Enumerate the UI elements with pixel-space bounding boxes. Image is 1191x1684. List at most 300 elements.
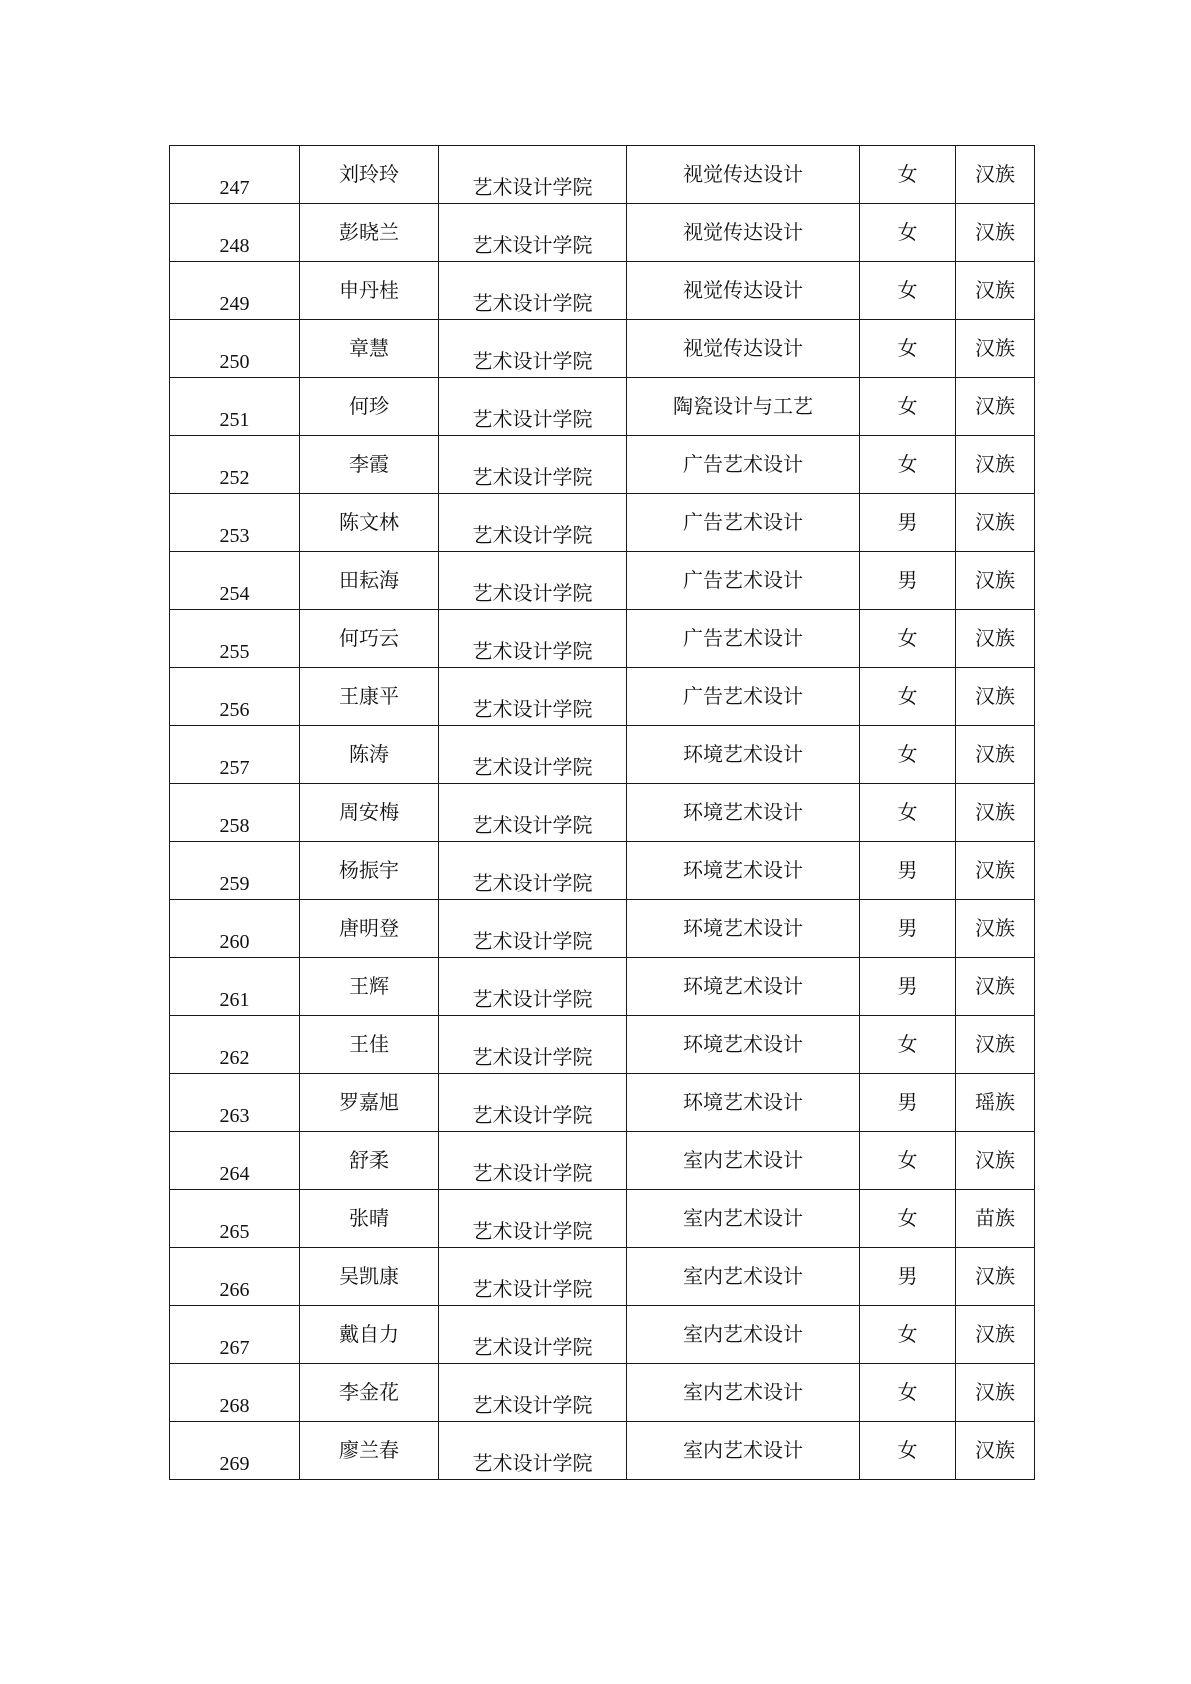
gender-value-cell xyxy=(860,262,956,320)
student-name: 彭晓兰 xyxy=(339,220,399,244)
major-name: 陶瓷设计与工艺 xyxy=(673,394,813,418)
row-number: 261 xyxy=(219,989,250,1011)
gender-value-cell xyxy=(860,610,956,668)
table-row xyxy=(170,1132,1035,1190)
gender-value: 女 xyxy=(897,1206,918,1230)
gender-value: 女 xyxy=(897,1148,918,1172)
row-number-cell xyxy=(170,1306,300,1364)
ethnicity-value-cell xyxy=(956,668,1035,726)
ethnicity-value: 汉族 xyxy=(975,858,1015,882)
college-name-cell xyxy=(439,494,627,552)
major-name: 室内艺术设计 xyxy=(683,1264,803,1288)
gender-value-cell xyxy=(860,784,956,842)
student-name: 张晴 xyxy=(349,1206,389,1230)
major-name-cell xyxy=(627,958,860,1016)
ethnicity-value-cell xyxy=(956,494,1035,552)
ethnicity-value-cell xyxy=(956,204,1035,262)
major-name-cell xyxy=(627,320,860,378)
gender-value: 男 xyxy=(897,1264,918,1288)
ethnicity-value: 汉族 xyxy=(975,452,1015,476)
gender-value-cell xyxy=(860,378,956,436)
row-number: 258 xyxy=(219,815,250,837)
gender-value: 女 xyxy=(897,1380,918,1404)
student-name: 申丹桂 xyxy=(339,278,399,302)
ethnicity-value: 汉族 xyxy=(975,1148,1015,1172)
ethnicity-value: 汉族 xyxy=(975,1032,1015,1056)
gender-value: 女 xyxy=(897,162,918,186)
row-number: 257 xyxy=(219,757,250,779)
college-name: 艺术设计学院 xyxy=(472,929,593,953)
college-name-cell xyxy=(439,1422,627,1480)
table-row xyxy=(170,1422,1035,1480)
table-row xyxy=(170,610,1035,668)
gender-value-cell xyxy=(860,900,956,958)
row-number-cell xyxy=(170,668,300,726)
major-name: 环境艺术设计 xyxy=(683,1032,803,1056)
ethnicity-value-cell xyxy=(956,958,1035,1016)
college-name: 艺术设计学院 xyxy=(472,639,593,663)
college-name: 艺术设计学院 xyxy=(472,523,593,547)
row-number: 259 xyxy=(219,873,250,895)
student-name-cell xyxy=(300,1132,439,1190)
row-number: 263 xyxy=(219,1105,250,1127)
gender-value: 女 xyxy=(897,220,918,244)
row-number: 255 xyxy=(219,641,250,663)
ethnicity-value: 汉族 xyxy=(975,1380,1015,1404)
ethnicity-value-cell xyxy=(956,900,1035,958)
table-row xyxy=(170,1016,1035,1074)
row-number-cell xyxy=(170,1248,300,1306)
college-name: 艺术设计学院 xyxy=(472,813,593,837)
ethnicity-value: 汉族 xyxy=(975,1264,1015,1288)
table-row xyxy=(170,204,1035,262)
college-name: 艺术设计学院 xyxy=(472,1393,593,1417)
gender-value-cell xyxy=(860,204,956,262)
major-name-cell xyxy=(627,204,860,262)
table-row xyxy=(170,668,1035,726)
major-name-cell xyxy=(627,494,860,552)
major-name-cell xyxy=(627,1016,860,1074)
gender-value-cell xyxy=(860,1364,956,1422)
major-name: 室内艺术设计 xyxy=(683,1148,803,1172)
gender-value: 男 xyxy=(897,1090,918,1114)
row-number: 250 xyxy=(219,351,250,373)
row-number-cell xyxy=(170,262,300,320)
row-number: 256 xyxy=(219,699,250,721)
gender-value-cell xyxy=(860,436,956,494)
major-name: 视觉传达设计 xyxy=(683,162,803,186)
major-name-cell xyxy=(627,378,860,436)
gender-value: 男 xyxy=(897,858,918,882)
row-number: 253 xyxy=(219,525,250,547)
student-name: 王康平 xyxy=(339,684,399,708)
major-name-cell xyxy=(627,1132,860,1190)
table-row xyxy=(170,378,1035,436)
major-name-cell xyxy=(627,1364,860,1422)
student-name: 李金花 xyxy=(339,1380,399,1404)
major-name: 广告艺术设计 xyxy=(683,568,803,592)
gender-value-cell xyxy=(860,1306,956,1364)
ethnicity-value: 汉族 xyxy=(975,684,1015,708)
major-name-cell xyxy=(627,842,860,900)
student-name-cell xyxy=(300,726,439,784)
college-name-cell xyxy=(439,320,627,378)
college-name: 艺术设计学院 xyxy=(472,175,593,199)
college-name: 艺术设计学院 xyxy=(472,755,593,779)
gender-value: 男 xyxy=(897,568,918,592)
major-name: 视觉传达设计 xyxy=(683,336,803,360)
student-name: 舒柔 xyxy=(349,1148,389,1172)
major-name-cell xyxy=(627,784,860,842)
row-number-cell xyxy=(170,320,300,378)
college-name: 艺术设计学院 xyxy=(472,697,593,721)
row-number: 251 xyxy=(219,409,250,431)
college-name-cell xyxy=(439,1132,627,1190)
ethnicity-value: 瑶族 xyxy=(975,1090,1015,1114)
gender-value: 女 xyxy=(897,1032,918,1056)
ethnicity-value: 汉族 xyxy=(975,220,1015,244)
gender-value: 女 xyxy=(897,1322,918,1346)
major-name: 环境艺术设计 xyxy=(683,858,803,882)
ethnicity-value: 汉族 xyxy=(975,1322,1015,1346)
major-name: 广告艺术设计 xyxy=(683,510,803,534)
table-row xyxy=(170,842,1035,900)
student-name-cell xyxy=(300,668,439,726)
college-name: 艺术设计学院 xyxy=(472,1277,593,1301)
college-name-cell xyxy=(439,1364,627,1422)
student-name-cell xyxy=(300,1422,439,1480)
college-name-cell xyxy=(439,842,627,900)
gender-value-cell xyxy=(860,1016,956,1074)
ethnicity-value-cell xyxy=(956,146,1035,204)
gender-value-cell xyxy=(860,552,956,610)
major-name: 室内艺术设计 xyxy=(683,1438,803,1462)
ethnicity-value-cell xyxy=(956,320,1035,378)
major-name: 环境艺术设计 xyxy=(683,800,803,824)
major-name: 室内艺术设计 xyxy=(683,1206,803,1230)
table-row xyxy=(170,262,1035,320)
major-name: 室内艺术设计 xyxy=(683,1380,803,1404)
gender-value-cell xyxy=(860,842,956,900)
gender-value: 女 xyxy=(897,626,918,650)
college-name: 艺术设计学院 xyxy=(472,407,593,431)
table-row xyxy=(170,1074,1035,1132)
row-number: 260 xyxy=(219,931,250,953)
gender-value: 女 xyxy=(897,800,918,824)
ethnicity-value: 汉族 xyxy=(975,394,1015,418)
ethnicity-value-cell xyxy=(956,610,1035,668)
major-name-cell xyxy=(627,1422,860,1480)
gender-value-cell xyxy=(860,494,956,552)
student-name: 陈文林 xyxy=(339,510,399,534)
college-name: 艺术设计学院 xyxy=(472,465,593,489)
row-number-cell xyxy=(170,1422,300,1480)
college-name: 艺术设计学院 xyxy=(472,349,593,373)
student-name-cell xyxy=(300,552,439,610)
table-row xyxy=(170,494,1035,552)
gender-value: 男 xyxy=(897,510,918,534)
table-row xyxy=(170,552,1035,610)
table-row xyxy=(170,1248,1035,1306)
gender-value-cell xyxy=(860,146,956,204)
college-name-cell xyxy=(439,436,627,494)
college-name-cell xyxy=(439,958,627,1016)
ethnicity-value-cell xyxy=(956,552,1035,610)
table-row xyxy=(170,900,1035,958)
ethnicity-value-cell xyxy=(956,1132,1035,1190)
ethnicity-value-cell xyxy=(956,1364,1035,1422)
ethnicity-value-cell xyxy=(956,1074,1035,1132)
student-name-cell xyxy=(300,204,439,262)
college-name: 艺术设计学院 xyxy=(472,987,593,1011)
student-name: 王佳 xyxy=(349,1032,389,1056)
table-row xyxy=(170,1364,1035,1422)
row-number-cell xyxy=(170,204,300,262)
ethnicity-value-cell xyxy=(956,842,1035,900)
roster-body xyxy=(170,146,1035,1480)
college-name: 艺术设计学院 xyxy=(472,581,593,605)
ethnicity-value: 苗族 xyxy=(975,1206,1015,1230)
college-name-cell xyxy=(439,726,627,784)
student-name-cell xyxy=(300,378,439,436)
student-name-cell xyxy=(300,1306,439,1364)
student-name: 何巧云 xyxy=(339,626,399,650)
row-number: 252 xyxy=(219,467,250,489)
gender-value-cell xyxy=(860,726,956,784)
college-name-cell xyxy=(439,1016,627,1074)
gender-value-cell xyxy=(860,1190,956,1248)
college-name: 艺术设计学院 xyxy=(472,1161,593,1185)
gender-value: 女 xyxy=(897,394,918,418)
ethnicity-value-cell xyxy=(956,726,1035,784)
college-name-cell xyxy=(439,1074,627,1132)
major-name-cell xyxy=(627,1074,860,1132)
ethnicity-value: 汉族 xyxy=(975,278,1015,302)
major-name: 环境艺术设计 xyxy=(683,742,803,766)
college-name-cell xyxy=(439,1190,627,1248)
row-number: 266 xyxy=(219,1279,250,1301)
student-name: 刘玲玲 xyxy=(339,162,399,186)
row-number-cell xyxy=(170,726,300,784)
gender-value-cell xyxy=(860,1248,956,1306)
college-name-cell xyxy=(439,610,627,668)
gender-value: 女 xyxy=(897,684,918,708)
row-number: 248 xyxy=(219,235,250,257)
ethnicity-value: 汉族 xyxy=(975,1438,1015,1462)
table-row xyxy=(170,436,1035,494)
row-number-cell xyxy=(170,610,300,668)
college-name-cell xyxy=(439,784,627,842)
ethnicity-value: 汉族 xyxy=(975,626,1015,650)
ethnicity-value: 汉族 xyxy=(975,510,1015,534)
row-number: 269 xyxy=(219,1453,250,1475)
ethnicity-value-cell xyxy=(956,378,1035,436)
row-number: 262 xyxy=(219,1047,250,1069)
ethnicity-value: 汉族 xyxy=(975,336,1015,360)
table-row xyxy=(170,726,1035,784)
ethnicity-value: 汉族 xyxy=(975,800,1015,824)
row-number: 264 xyxy=(219,1163,250,1185)
major-name-cell xyxy=(627,146,860,204)
major-name: 视觉传达设计 xyxy=(683,278,803,302)
major-name-cell xyxy=(627,900,860,958)
student-name: 吴凯康 xyxy=(339,1264,399,1288)
student-name-cell xyxy=(300,436,439,494)
gender-value-cell xyxy=(860,668,956,726)
student-name: 廖兰春 xyxy=(339,1438,399,1462)
major-name-cell xyxy=(627,1190,860,1248)
major-name: 广告艺术设计 xyxy=(683,452,803,476)
college-name: 艺术设计学院 xyxy=(472,1335,593,1359)
student-name-cell xyxy=(300,494,439,552)
college-name-cell xyxy=(439,204,627,262)
student-name: 杨振宇 xyxy=(339,858,399,882)
major-name-cell xyxy=(627,436,860,494)
student-name: 罗嘉旭 xyxy=(339,1090,399,1114)
college-name-cell xyxy=(439,146,627,204)
major-name-cell xyxy=(627,726,860,784)
student-name-cell xyxy=(300,958,439,1016)
row-number-cell xyxy=(170,436,300,494)
major-name-cell xyxy=(627,610,860,668)
major-name-cell xyxy=(627,552,860,610)
student-name: 戴自力 xyxy=(339,1322,399,1346)
major-name-cell xyxy=(627,1248,860,1306)
college-name: 艺术设计学院 xyxy=(472,291,593,315)
gender-value-cell xyxy=(860,1422,956,1480)
gender-value: 女 xyxy=(897,336,918,360)
gender-value: 女 xyxy=(897,278,918,302)
row-number: 247 xyxy=(219,177,250,199)
college-name-cell xyxy=(439,900,627,958)
gender-value: 女 xyxy=(897,1438,918,1462)
row-number-cell xyxy=(170,146,300,204)
gender-value-cell xyxy=(860,958,956,1016)
college-name: 艺术设计学院 xyxy=(472,871,593,895)
major-name: 环境艺术设计 xyxy=(683,1090,803,1114)
ethnicity-value: 汉族 xyxy=(975,742,1015,766)
gender-value-cell xyxy=(860,320,956,378)
row-number: 268 xyxy=(219,1395,250,1417)
ethnicity-value-cell xyxy=(956,784,1035,842)
gender-value-cell xyxy=(860,1132,956,1190)
row-number-cell xyxy=(170,1190,300,1248)
row-number-cell xyxy=(170,1074,300,1132)
ethnicity-value-cell xyxy=(956,436,1035,494)
college-name: 艺术设计学院 xyxy=(472,233,593,257)
gender-value: 女 xyxy=(897,452,918,476)
gender-value: 男 xyxy=(897,974,918,998)
table-row xyxy=(170,784,1035,842)
student-name: 陈涛 xyxy=(349,742,389,766)
table-row xyxy=(170,146,1035,204)
college-name-cell xyxy=(439,1306,627,1364)
row-number-cell xyxy=(170,1364,300,1422)
student-name: 李霞 xyxy=(349,452,389,476)
row-number-cell xyxy=(170,1132,300,1190)
student-name: 王辉 xyxy=(349,974,389,998)
major-name-cell xyxy=(627,668,860,726)
student-name-cell xyxy=(300,1190,439,1248)
major-name: 广告艺术设计 xyxy=(683,626,803,650)
student-name: 周安梅 xyxy=(339,800,399,824)
student-name-cell xyxy=(300,784,439,842)
ethnicity-value-cell xyxy=(956,1016,1035,1074)
row-number-cell xyxy=(170,552,300,610)
row-number-cell xyxy=(170,900,300,958)
student-name-cell xyxy=(300,610,439,668)
student-name: 章慧 xyxy=(349,336,389,360)
row-number: 254 xyxy=(219,583,250,605)
college-name-cell xyxy=(439,668,627,726)
ethnicity-value: 汉族 xyxy=(975,916,1015,940)
table-row xyxy=(170,1306,1035,1364)
row-number-cell xyxy=(170,494,300,552)
ethnicity-value: 汉族 xyxy=(975,568,1015,592)
major-name: 环境艺术设计 xyxy=(683,916,803,940)
ethnicity-value-cell xyxy=(956,1306,1035,1364)
college-name-cell xyxy=(439,1248,627,1306)
student-name: 田耘海 xyxy=(339,568,399,592)
row-number-cell xyxy=(170,842,300,900)
student-name-cell xyxy=(300,1248,439,1306)
table-row xyxy=(170,320,1035,378)
major-name: 视觉传达设计 xyxy=(683,220,803,244)
ethnicity-value-cell xyxy=(956,1190,1035,1248)
ethnicity-value-cell xyxy=(956,262,1035,320)
major-name-cell xyxy=(627,262,860,320)
college-name-cell xyxy=(439,378,627,436)
major-name: 广告艺术设计 xyxy=(683,684,803,708)
table-row xyxy=(170,958,1035,1016)
ethnicity-value-cell xyxy=(956,1422,1035,1480)
student-name-cell xyxy=(300,1074,439,1132)
ethnicity-value: 汉族 xyxy=(975,974,1015,998)
student-name-cell xyxy=(300,900,439,958)
gender-value-cell xyxy=(860,1074,956,1132)
college-name: 艺术设计学院 xyxy=(472,1103,593,1127)
row-number-cell xyxy=(170,784,300,842)
row-number-cell xyxy=(170,958,300,1016)
student-name-cell xyxy=(300,262,439,320)
student-name: 何珍 xyxy=(349,394,389,418)
gender-value: 男 xyxy=(897,916,918,940)
college-name: 艺术设计学院 xyxy=(472,1045,593,1069)
row-number-cell xyxy=(170,1016,300,1074)
major-name-cell xyxy=(627,1306,860,1364)
major-name: 环境艺术设计 xyxy=(683,974,803,998)
ethnicity-value: 汉族 xyxy=(975,162,1015,186)
gender-value: 女 xyxy=(897,742,918,766)
ethnicity-value-cell xyxy=(956,1248,1035,1306)
row-number: 249 xyxy=(219,293,250,315)
student-name-cell xyxy=(300,842,439,900)
student-name: 唐明登 xyxy=(339,916,399,940)
college-name: 艺术设计学院 xyxy=(472,1451,593,1475)
college-name-cell xyxy=(439,262,627,320)
student-name-cell xyxy=(300,146,439,204)
row-number-cell xyxy=(170,378,300,436)
student-name-cell xyxy=(300,1364,439,1422)
college-name: 艺术设计学院 xyxy=(472,1219,593,1243)
student-roster-table xyxy=(169,145,1035,1480)
row-number: 267 xyxy=(219,1337,250,1359)
student-name-cell xyxy=(300,1016,439,1074)
major-name: 室内艺术设计 xyxy=(683,1322,803,1346)
table-row xyxy=(170,1190,1035,1248)
college-name-cell xyxy=(439,552,627,610)
row-number: 265 xyxy=(219,1221,250,1243)
